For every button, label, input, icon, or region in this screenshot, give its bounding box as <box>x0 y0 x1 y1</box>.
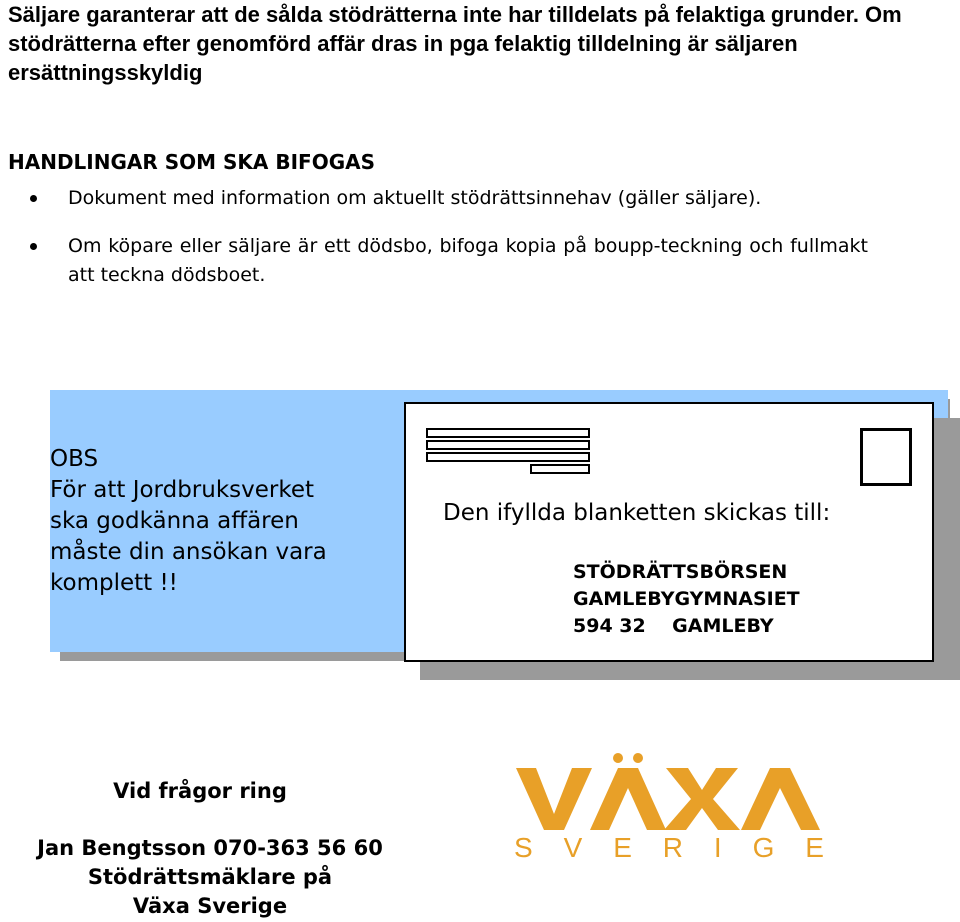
contact-info <box>10 776 410 921</box>
vaxa-sverige-logo <box>514 752 824 862</box>
attachments-list <box>28 184 868 309</box>
vaxa-wordmark-icon <box>514 752 824 832</box>
contact-question: Vid frågor ring <box>113 779 287 803</box>
address-line: STÖDRÄTTSBÖRSEN <box>573 561 788 583</box>
intro-paragraph: Säljare garanterar att de sålda stödrätterna inte har tilldelats på felaktiga grunder. Om stödrätterna efter genomförd affär dras in pga felaktig tilldelning är säljaren ersättningsskyldig <box>8 2 902 85</box>
obs-line: För att Jordbruksverket <box>50 477 315 503</box>
obs-notice <box>50 444 390 599</box>
list-item-text: Om köpare eller säljare är ett dödsbo, bifoga kopia på boupp-teckning och fullmakt att teckna dödsboet. <box>68 235 868 286</box>
sender-line-icon <box>426 440 590 450</box>
contact-title: Stödrättsmäklare på <box>87 865 333 889</box>
sender-line-icon <box>426 452 590 462</box>
list-item-text: Dokument med information om aktuellt stödrättsinnehav (gäller säljare). <box>68 187 762 209</box>
logo-subtitle-letter: R <box>662 832 684 863</box>
bullet-icon <box>30 243 37 250</box>
obs-line: komplett !! <box>50 570 178 596</box>
bullet-icon <box>30 195 37 202</box>
envelope-illustration <box>404 402 934 662</box>
stamp-icon <box>860 428 912 486</box>
contact-name-phone: Jan Bengtsson 070-363 56 60 <box>37 836 383 860</box>
logo-subtitle-letter: E <box>805 832 824 863</box>
list-item <box>28 184 868 213</box>
envelope-caption: Den ifyllda blanketten skickas till: <box>443 500 831 526</box>
contact-lines <box>10 834 410 921</box>
obs-line: ska godkänna affären <box>50 508 299 534</box>
logo-subtitle-letter: E <box>613 832 632 863</box>
list-item <box>28 232 868 290</box>
address-line: 594 32 GAMLEBY <box>573 615 774 637</box>
sender-line-icon <box>530 464 590 474</box>
contact-organization: Växa Sverige <box>132 894 288 918</box>
sender-line-icon <box>426 428 590 438</box>
logo-subtitle-letter: I <box>713 832 722 863</box>
logo-subtitle-letter: G <box>752 832 775 863</box>
address-line: GAMLEBYGYMNASIET <box>573 588 800 610</box>
obs-line: måste din ansökan vara <box>50 539 327 565</box>
mailing-address <box>573 559 800 640</box>
logo-subtitle-letter: S <box>514 832 533 863</box>
logo-subtitle <box>514 832 824 864</box>
logo-subtitle-letter: V <box>563 832 583 863</box>
attachments-heading: HANDLINGAR SOM SKA BIFOGAS <box>8 150 376 174</box>
obs-line: OBS <box>50 446 99 472</box>
